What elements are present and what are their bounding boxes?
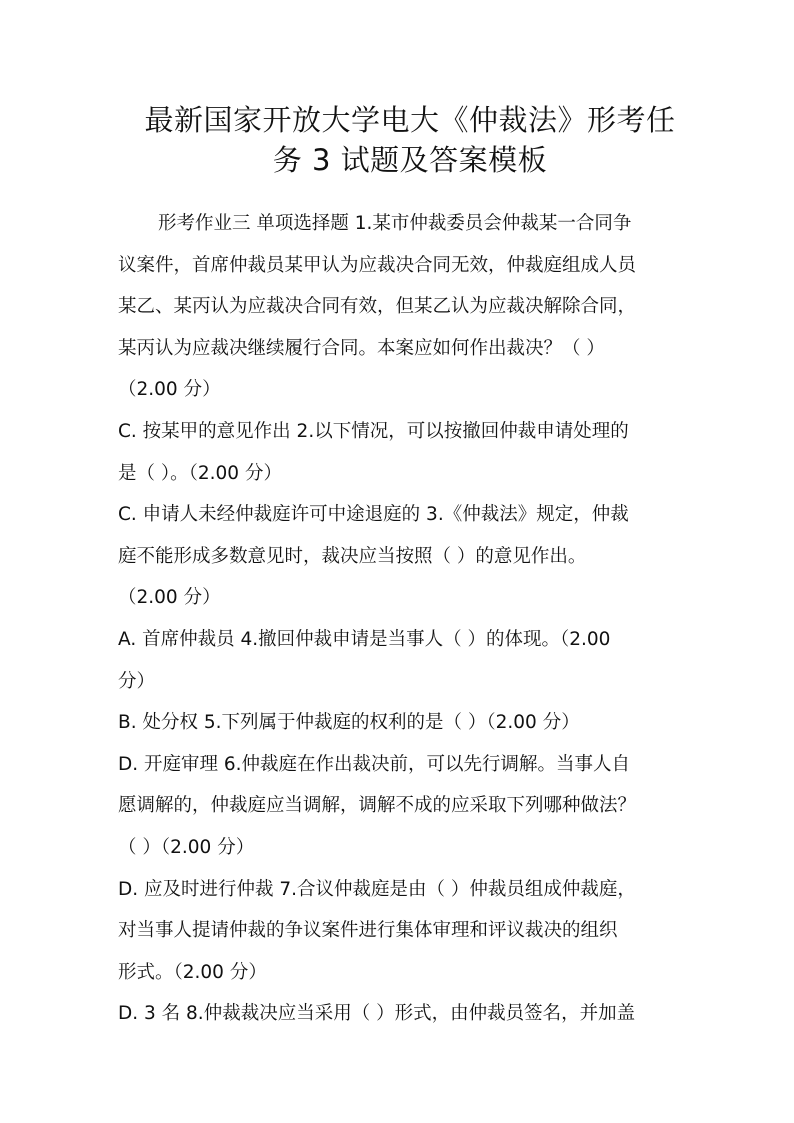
body-line-17: D. 应及时进行仲裁 7.合议仲裁庭是由（ ）仲裁员组成仲裁庭， [118,878,636,900]
title-line-1: 最新国家开放大学电大《仲裁法》形考任 [144,103,676,137]
body-line-2: 议案件，首席仲裁员某甲认为应裁决合同无效，仲裁庭组成人员 [118,254,637,276]
body-line-12: 分） [118,670,156,692]
body-line-14: D. 开庭审理 6.仲裁庭在作出裁决前，可以先行调解。当事人自 [118,753,631,775]
document-body [118,203,680,1035]
body-line-8: C. 申请人未经仲裁庭许可中途退庭的 3.《仲裁法》规定，仲裁 [118,504,629,526]
body-line-7: 是（ ）。（2.00 分） [118,462,282,484]
body-line-18: 对当事人提请仲裁的争议案件进行集体审理和评议裁决的组织 [118,920,618,942]
body-line-15: 愿调解的，仲裁庭应当调解，调解不成的应采取下列哪种做法？ [118,795,637,817]
document-title [110,100,710,180]
title-line-2: 务 3 试题及答案模板 [272,143,548,177]
body-line-4: 某丙认为应裁决继续履行合同。本案应如何作出裁决？（ ） [118,337,605,359]
body-line-5: （2.00 分） [118,379,221,401]
body-line-9: 庭不能形成多数意见时，裁决应当按照（ ）的意见作出。 [118,545,587,567]
body-line-16: （ ）（2.00 分） [118,836,255,858]
body-line-19: 形式。（2.00 分） [118,961,267,983]
body-line-13: B. 处分权 5.下列属于仲裁庭的权利的是（ ）（2.00 分） [118,712,580,734]
body-line-6: C. 按某甲的意见作出 2.以下情况，可以按撤回仲裁申请处理的 [118,420,629,442]
body-line-3: 某乙、某丙认为应裁决合同有效，但某乙认为应裁决解除合同， [118,296,637,318]
body-line-1: 形考作业三 单项选择题 1.某市仲裁委员会仲裁某一合同争 [158,213,632,234]
body-line-11: A. 首席仲裁员 4.撤回仲裁申请是当事人（ ）的体现。（2.00 [118,628,611,650]
body-line-10: （2.00 分） [118,587,221,609]
body-line-20: D. 3 名 8.仲裁裁决应当采用（ ）形式，由仲裁员签名，并加盖 [118,1003,636,1025]
